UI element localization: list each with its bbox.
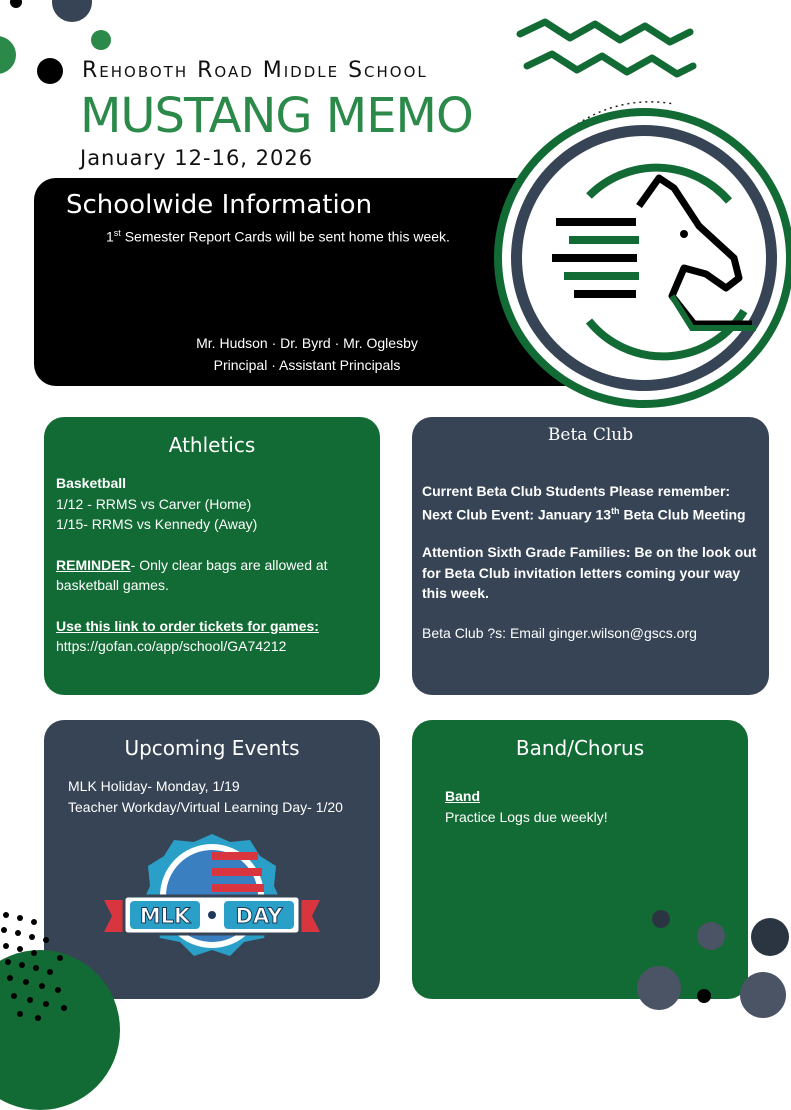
band-text: Practice Logs due weekly! [445,808,608,825]
note-text: Semester Report Cards will be sent home this week. [120,228,450,245]
decor-dot [10,0,22,8]
events-list [68,776,368,817]
beta-line2-prefix: Next Club Event: January 13 [422,506,612,523]
upcoming-events-card [44,720,380,999]
decor-dot [0,36,16,74]
beta-line2 [422,501,757,525]
schoolwide-heading: Schoolwide Information [66,190,373,220]
zigzag-decoration [515,14,700,89]
tickets-link[interactable]: https://gofan.co/app/school/GA74212 [56,638,287,654]
report-card-note [106,228,450,245]
staff-names: Mr. Hudson · Dr. Byrd · Mr. Oglesby [196,335,418,351]
band-heading: Band/Chorus [515,736,645,760]
decor-dot [91,30,111,50]
decor-dot [697,989,711,1003]
game-item: 1/12 - RRMS vs Carver (Home) [56,495,252,512]
events-heading: Upcoming Events [124,736,300,760]
decor-dot-pattern [0,910,80,1024]
event-item: MLK Holiday- Monday, 1/19 [68,778,240,794]
beta-line1: Current Beta Club Students Please remember: [422,483,731,499]
decor-dot [652,910,670,928]
decor-dot [751,918,789,956]
school-name: Rehoboth Road Middle School [82,58,428,83]
beta-heading: Beta Club [547,425,634,445]
event-item: Teacher Workday/Virtual Learning Day- 1/20 [68,798,343,815]
badge-right-text: DAY [235,904,283,928]
athletics-heading: Athletics [168,433,256,457]
beta-contact: Beta Club ?s: Email ginger.wilson@gscs.org [422,625,697,641]
game-item: 1/15- RRMS vs Kennedy (Away) [56,516,258,532]
page-title: MUSTANG MEMO [80,88,473,144]
band-body [445,786,735,827]
tickets-label: Use this link to order tickets for games: [56,617,319,634]
mlk-day-badge [100,830,324,975]
staff-roles: Principal · Assistant Principals [213,357,401,373]
reminder [56,555,372,596]
band-label: Band [445,788,480,804]
band-chorus-card [412,720,748,999]
decor-dot [637,966,681,1010]
athletics-card [44,417,380,695]
beta-attention: Attention Sixth Grade Families: Be on the look out for Beta Club invitation letters coming your way this week. [422,544,757,601]
sport-label: Basketball [56,475,127,491]
reminder-text: - Only clear bags are allowed at basketball games. [56,556,328,593]
note-prefix: 1 [106,228,114,245]
decor-dot [52,0,92,22]
decor-dot [37,58,63,84]
note-sup: st [113,228,121,238]
beta-club-card [412,417,769,695]
mustang-logo [494,96,791,416]
athletics-body [56,473,372,657]
decor-dot [697,922,725,950]
beta-line2-sup: th [611,506,620,516]
reminder-label: REMINDER [56,556,131,573]
decor-dot [740,972,786,1018]
memo-date: January 12-16, 2026 [80,146,314,170]
badge-left-text: MLK [139,904,191,928]
beta-line2-suffix: Beta Club Meeting [619,506,746,523]
